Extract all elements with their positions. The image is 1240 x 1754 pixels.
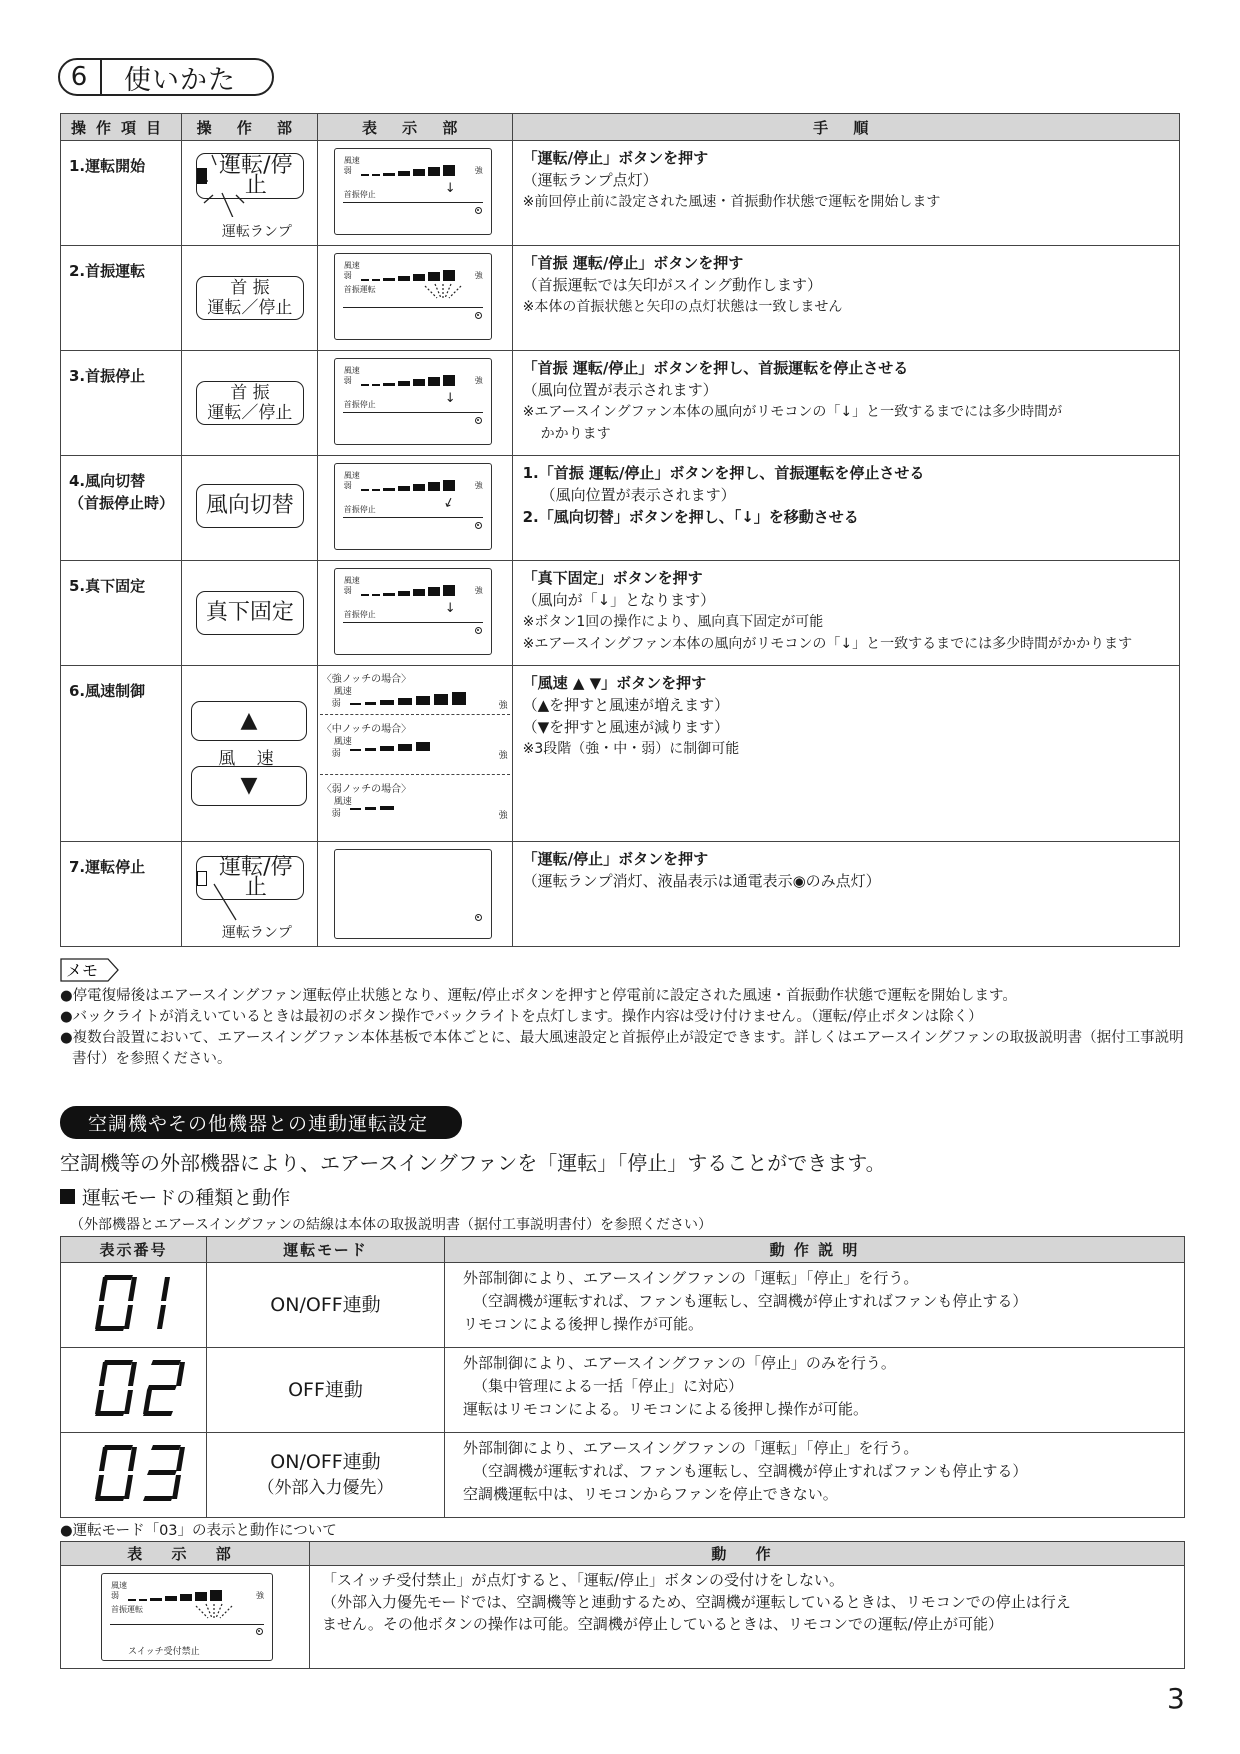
action-line: ません。その他ボタンの操作は可能。空調機が停止しているときは、リモコンでの運転/停止が可能） xyxy=(322,1615,1003,1633)
lcd-strong-label: 強 xyxy=(498,751,508,761)
step-line: （風向が「↓」となります） xyxy=(522,591,716,609)
lcd-weak-label: 弱 xyxy=(343,271,352,280)
mode03-bullet: ●運転モード「03」の表示と動作について xyxy=(60,1523,337,1539)
memo-item: ●バックライトが消えいているときは最初のボタン操作でバックライトを点灯します。操作内容は受け付けません。（運転/停止ボタンは除く） xyxy=(60,1009,983,1025)
step-line: 「運転/停止」ボタンを押す xyxy=(522,149,709,167)
code-cell xyxy=(61,1433,207,1518)
display-cell xyxy=(317,351,512,456)
lcd-display xyxy=(334,148,492,235)
swing-button-line1: 首 振 xyxy=(230,383,270,403)
speed-down-button[interactable] xyxy=(191,766,307,806)
swing-arrows-icon xyxy=(421,282,465,304)
lcd-fan-speed-label: 風速 xyxy=(333,687,352,697)
step-line: 「真下固定」ボタンを押す xyxy=(522,569,703,587)
memo-item: ●複数台設置において、エアースイングファン本体基板で本体ごとに、最大風速設定と首振停止が設定できます。詳しくはエアースイングファンの取扱説明書（据付工事説明書付）を参照ください。 xyxy=(60,1030,1184,1067)
power-indicator-icon xyxy=(475,207,482,214)
table-row xyxy=(61,141,1180,246)
desc-line: 外部制御により、エアースイングファンの「停止」のみを行う。 xyxy=(463,1354,896,1372)
lcd-swing-label: 首振運転 xyxy=(343,285,376,294)
step-note: ※エアースイングファン本体の風向がリモコンの「↓」と一致するまでには多少時間がかかります xyxy=(522,636,1133,652)
mode03-header xyxy=(61,1542,1185,1566)
mode-cell xyxy=(207,1433,445,1518)
control-cell xyxy=(181,561,317,666)
lcd-display xyxy=(101,1573,273,1661)
operations-table xyxy=(60,113,1180,947)
lcd-weak-label: 弱 xyxy=(111,1591,119,1600)
lcd-weak-label: 弱 xyxy=(331,749,341,759)
segment-code-01 xyxy=(61,1263,206,1343)
header-steps: 手 順 xyxy=(512,114,1179,141)
table-row xyxy=(61,1348,1185,1433)
lcd-display xyxy=(334,358,492,445)
run-lamp-label: 運転ランプ xyxy=(221,224,292,240)
run-stop-button[interactable] xyxy=(196,856,304,900)
lcd-weak-label: 弱 xyxy=(343,586,352,595)
table-row xyxy=(61,842,1180,947)
direction-switch-label: 風向切替 xyxy=(205,493,294,518)
lcd-strong-label: 強 xyxy=(498,701,508,711)
action-line: 「スイッチ受付禁止」が点灯すると、「運転/停止」ボタンの受付けをしない。 xyxy=(322,1571,844,1589)
control-cell xyxy=(181,842,317,947)
step-line: （▼を押すと風速が減ります） xyxy=(522,718,730,736)
lcd-swing-label: 首振運転 xyxy=(111,1605,143,1614)
row-item-sublabel: （首振停止時） xyxy=(69,494,175,512)
run-lamp-icon xyxy=(197,168,207,184)
speed-label: 風 速 xyxy=(218,749,282,769)
row-item: 5.真下固定 xyxy=(61,561,182,666)
table-row xyxy=(61,666,1180,842)
lcd-fan-speed-label: 風速 xyxy=(343,471,360,480)
header-item: 操作項目 xyxy=(61,114,182,141)
step-line: （運転ランプ点灯） xyxy=(522,171,658,189)
row-item: 7.運転停止 xyxy=(61,842,182,947)
swing-arrows-icon xyxy=(192,1602,236,1624)
memo-tag xyxy=(60,958,120,982)
table-row xyxy=(61,561,1180,666)
down-arrow-icon: ↓ xyxy=(444,181,456,196)
swing-run-stop-button[interactable] xyxy=(196,276,304,320)
swing-run-stop-button[interactable] xyxy=(196,381,304,425)
lcd-display xyxy=(334,463,492,550)
mode-subname: （外部入力優先） xyxy=(257,1478,394,1498)
display-cell xyxy=(317,842,512,947)
table-row xyxy=(61,1263,1185,1348)
steps-cell xyxy=(512,351,1179,456)
lcd-display xyxy=(334,253,492,340)
lcd-display xyxy=(334,568,492,655)
row-item-label: 4.風向切替 xyxy=(69,472,146,490)
step-note: ※ボタン1回の操作により、風向真下固定が可能 xyxy=(522,614,824,630)
display-cell xyxy=(61,1566,310,1669)
step-line: 「風速 ▲ ▼」ボタンを押す xyxy=(522,674,707,692)
step-line: （風向位置が表示されます） xyxy=(522,381,718,399)
memo-list xyxy=(60,986,1185,1070)
lcd-strong-label: 強 xyxy=(474,586,483,595)
display-cell xyxy=(317,246,512,351)
run-stop-label: 運転/停止 xyxy=(219,855,293,900)
code-cell xyxy=(61,1263,207,1348)
power-indicator-icon xyxy=(475,312,482,319)
step-line: （風向位置が表示されます） xyxy=(540,486,736,504)
desc-line: 外部制御により、エアースイングファンの「運転」「停止」を行う。 xyxy=(463,1439,919,1457)
display-cell xyxy=(317,561,512,666)
steps-cell xyxy=(512,666,1179,842)
step-line: 「運転/停止」ボタンを押す xyxy=(522,850,709,868)
lcd-strong-label: 強 xyxy=(474,376,483,385)
power-indicator-icon xyxy=(475,914,482,921)
mode03-table xyxy=(60,1541,1185,1669)
steps-cell xyxy=(512,842,1179,947)
strong-bars xyxy=(350,692,466,705)
header-mode: 運転モード xyxy=(207,1237,445,1263)
header-display: 表 示 部 xyxy=(61,1542,310,1566)
step-line: （運転ランプ消灯、液晶表示は通電表示◉のみ点灯） xyxy=(522,872,881,890)
strong-notch-label: 〈強ノッチの場合〉 xyxy=(321,674,412,685)
steps-cell xyxy=(512,141,1179,246)
step-line: 1.「首振 運転/停止」ボタンを押し、首振運転を停止させる xyxy=(522,464,925,482)
description-cell xyxy=(445,1263,1185,1348)
power-indicator-icon xyxy=(475,522,482,529)
run-stop-label: 運転/停止 xyxy=(219,153,293,198)
straight-down-label: 真下固定 xyxy=(205,600,294,625)
control-cell xyxy=(181,141,317,246)
lcd-fan-speed-label: 風速 xyxy=(333,797,352,807)
section-title-text: 使いかた xyxy=(124,64,236,96)
steps-cell xyxy=(512,561,1179,666)
header-action: 動 作 xyxy=(310,1542,1185,1566)
mid-notch-label: 〈中ノッチの場合〉 xyxy=(321,724,412,735)
down-arrow-icon: ↓ xyxy=(444,601,456,616)
lcd-swing-label: 首振停止 xyxy=(343,610,376,619)
operations-table-header xyxy=(61,114,1180,141)
lcd-fan-speed-label: 風速 xyxy=(343,156,360,165)
row-item xyxy=(61,456,182,561)
code-cell xyxy=(61,1348,207,1433)
mode-subheading-text: 運転モードの種類と動作 xyxy=(82,1187,291,1209)
down-triangle-icon: ▼ xyxy=(240,773,258,798)
desc-line: 運転はリモコンによる。リモコンによる後押し操作が可能。 xyxy=(463,1400,869,1418)
mid-bars xyxy=(350,742,430,751)
lcd-speed-bars xyxy=(361,270,455,281)
mode-subheading xyxy=(60,1183,290,1210)
lcd-strong-label: 強 xyxy=(474,481,483,490)
step-note: ※前回停止前に設定された風速・首振動作状態で運転を開始します xyxy=(522,194,941,210)
display-cell xyxy=(317,141,512,246)
lcd-strong-label: 強 xyxy=(474,271,483,280)
linkage-heading: 空調機やその他機器との連動運転設定 xyxy=(60,1106,462,1139)
table-row xyxy=(61,456,1180,561)
lcd-fan-speed-label: 風速 xyxy=(111,1581,127,1590)
lcd-weak-label: 弱 xyxy=(331,809,341,819)
lcd-swing-label: 首振停止 xyxy=(343,190,376,199)
lcd-weak-label: 弱 xyxy=(343,481,352,490)
action-cell xyxy=(310,1566,1185,1669)
desc-line: リモコンによる後押し操作が可能。 xyxy=(463,1315,704,1333)
control-cell xyxy=(181,351,317,456)
desc-line: 外部制御により、エアースイングファンの「運転」「停止」を行う。 xyxy=(463,1269,919,1287)
lcd-speed-bars xyxy=(128,1590,222,1601)
header-description: 動 作 説 明 xyxy=(445,1237,1185,1263)
mode-name: ON/OFF連動 xyxy=(270,1451,381,1473)
speed-up-button[interactable] xyxy=(191,701,307,741)
control-cell xyxy=(181,246,317,351)
square-bullet-icon xyxy=(60,1189,75,1204)
header-control: 操 作 部 xyxy=(181,114,317,141)
lcd-swing-label: 首振停止 xyxy=(343,400,376,409)
row-item: 2.首振運転 xyxy=(61,246,182,351)
segment-code-02 xyxy=(61,1348,206,1428)
swing-button-line2: 運転／停止 xyxy=(207,298,293,318)
run-stop-button[interactable] xyxy=(196,153,304,199)
power-indicator-icon xyxy=(475,417,482,424)
page-number: 3 xyxy=(1167,1682,1185,1715)
lcd-fan-speed-label: 風速 xyxy=(333,737,352,747)
weak-bars xyxy=(350,806,394,810)
step-line: （▲を押すと風速が増えます） xyxy=(522,696,730,714)
lcd-speed-bars xyxy=(361,375,455,386)
memo-item: ●停電復帰後はエアースイングファン運転停止状態となり、運転/停止ボタンを押すと停電前に設定された風速・首振動作状態で運転を開始します。 xyxy=(60,988,1017,1004)
slanted-arrow-icon: ↓ xyxy=(440,494,457,513)
lcd-swing-label: 首振停止 xyxy=(343,505,376,514)
row-item: 6.風速制御 xyxy=(61,666,182,842)
lcd-fan-speed-label: 風速 xyxy=(343,576,360,585)
header-display: 表 示 部 xyxy=(317,114,512,141)
mode-name: OFF連動 xyxy=(288,1379,363,1401)
mode-cell xyxy=(207,1348,445,1433)
lcd-speed-bars xyxy=(361,165,455,176)
lcd-speed-bars xyxy=(361,480,455,491)
desc-line: （空調機が運転すれば、ファンも運転し、空調機が停止すればファンも停止する） xyxy=(473,1292,1028,1310)
modes-table xyxy=(60,1236,1185,1518)
run-lamp-label: 運転ランプ xyxy=(221,925,292,941)
up-triangle-icon: ▲ xyxy=(240,708,258,733)
step-note: かかります xyxy=(540,426,611,442)
lcd-strong-label: 強 xyxy=(474,166,483,175)
segment-code-03 xyxy=(61,1433,206,1513)
mode-name: ON/OFF連動 xyxy=(270,1294,381,1316)
row-item: 3.首振停止 xyxy=(61,351,182,456)
table-row xyxy=(61,1433,1185,1518)
memo-label: メモ xyxy=(66,961,99,980)
run-lamp-off-icon xyxy=(197,871,207,886)
lcd-weak-label: 弱 xyxy=(331,699,341,709)
swing-button-line1: 首 振 xyxy=(230,278,270,298)
steps-cell xyxy=(512,246,1179,351)
steps-cell xyxy=(512,456,1179,561)
mode-cell xyxy=(207,1263,445,1348)
section-title xyxy=(58,58,274,96)
desc-line: （集中管理による一括「停止」に対応） xyxy=(473,1377,744,1395)
step-line: 2.「風向切替」ボタンを押し、「↓」を移動させる xyxy=(522,508,859,526)
row-item: 1.運転開始 xyxy=(61,141,182,246)
down-arrow-icon: ↓ xyxy=(444,391,456,406)
table-row xyxy=(61,351,1180,456)
control-cell xyxy=(181,666,317,842)
table-row xyxy=(61,246,1180,351)
section-number: 6 xyxy=(58,58,102,96)
step-note: ※3段階（強・中・弱）に制御可能 xyxy=(522,741,740,757)
action-line: （外部入力優先モードでは、空調機等と連動するため、空調機が運転しているときは、リモコンでの停止は行え xyxy=(322,1593,1071,1611)
power-indicator-icon xyxy=(475,627,482,634)
step-note: ※エアースイングファン本体の風向がリモコンの「↓」と一致するまでには多少時間が xyxy=(522,404,1063,420)
display-cell xyxy=(317,456,512,561)
straight-down-button[interactable] xyxy=(196,591,304,635)
direction-switch-button[interactable] xyxy=(196,484,304,528)
wiring-note: （外部機器とエアースイングファンの結線は本体の取扱説明書（据付工事説明書付）を参照ください） xyxy=(70,1217,713,1233)
header-code: 表示番号 xyxy=(61,1237,207,1263)
weak-notch-label: 〈弱ノッチの場合〉 xyxy=(321,784,412,795)
display-cell xyxy=(317,666,512,842)
step-line: 「首振 運転/停止」ボタンを押し、首振運転を停止させる xyxy=(522,359,909,377)
control-cell xyxy=(181,456,317,561)
table-row xyxy=(61,1566,1185,1669)
swing-button-line2: 運転／停止 xyxy=(207,403,293,423)
lcd-speed-bars xyxy=(361,585,455,596)
desc-line: 空調機運転中は、リモコンからファンを停止できない。 xyxy=(463,1485,838,1503)
description-cell xyxy=(445,1348,1185,1433)
linkage-lead: 空調機等の外部機器により、エアースイングファンを「運転」「停止」することができます。 xyxy=(60,1151,886,1175)
step-note: ※本体の首振状態と矢印の点灯状態は一致しません xyxy=(522,299,843,315)
modes-table-header xyxy=(61,1237,1185,1263)
description-cell xyxy=(445,1433,1185,1518)
switch-lock-label: スイッチ受付禁止 xyxy=(128,1647,200,1657)
desc-line: （空調機が運転すれば、ファンも運転し、空調機が停止すればファンも停止する） xyxy=(473,1462,1028,1480)
power-indicator-icon xyxy=(256,1628,263,1635)
step-line: 「首振 運転/停止」ボタンを押す xyxy=(522,254,744,272)
lcd-display-blank xyxy=(334,849,492,939)
lcd-weak-label: 弱 xyxy=(343,376,352,385)
lcd-strong-label: 強 xyxy=(256,1591,264,1600)
lcd-fan-speed-label: 風速 xyxy=(343,261,360,270)
lcd-fan-speed-label: 風速 xyxy=(343,366,360,375)
step-line: （首振運転では矢印がスイング動作します） xyxy=(522,276,822,294)
lcd-weak-label: 弱 xyxy=(343,166,352,175)
lcd-strong-label: 強 xyxy=(498,811,508,821)
